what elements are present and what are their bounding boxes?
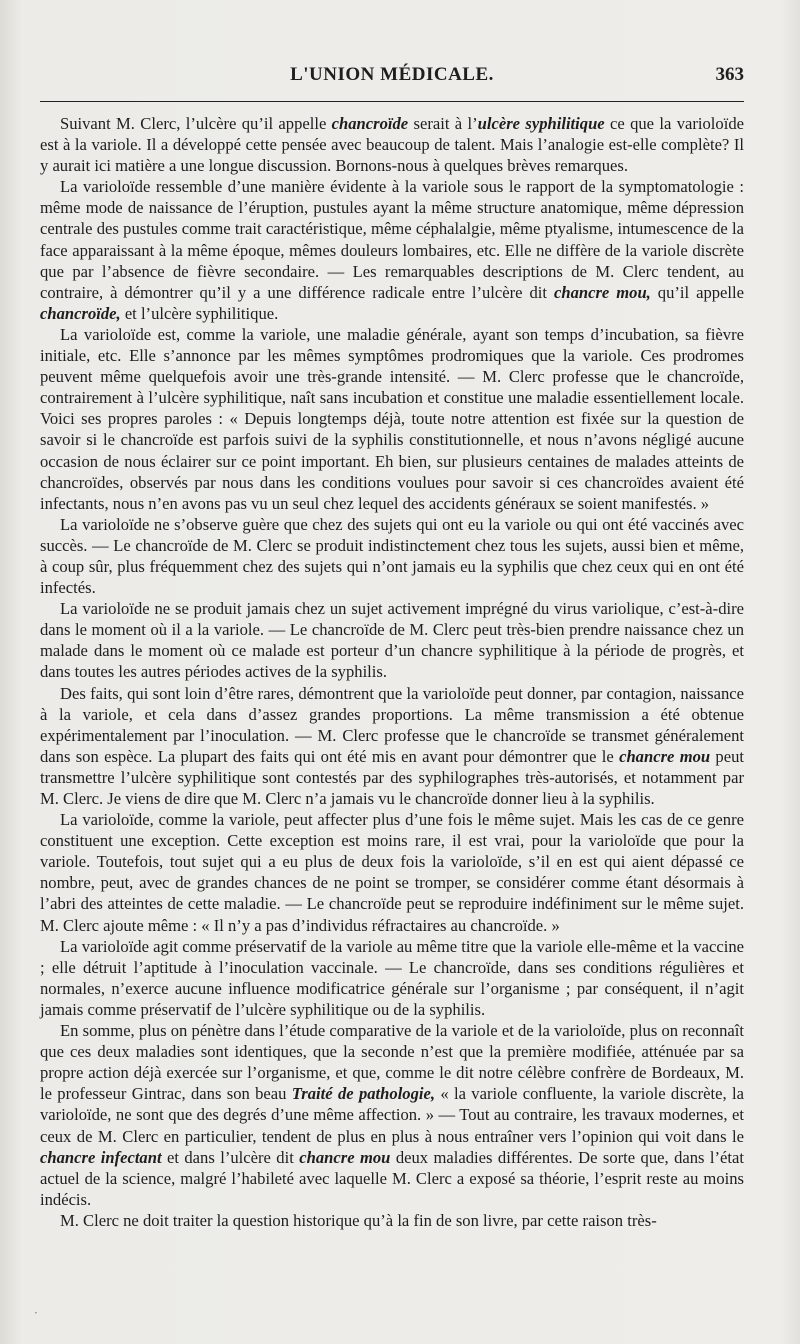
- paragraph: [40, 324, 744, 514]
- text-run: La varioloïde ressemble d’une manière évidente à la variole sous le rapport de la symptomatologie : même mode de naissance de l’éruption, pustules ayant la même structure anatomique, même dépression centrale des pustules comme trait caractéristique, même céphalalgie, même ptyalisme, intumescence de la face apparaissant à la même époque, mêmes douleurs lombaires, etc. Elle ne diffère de la variole discrète que par l’absence de fièvre secondaire. — Les remarquables descriptions de M. Clerc tendent, au contraire, à démontrer qu’il y a une différence radicale entre l’ulcère dit: [40, 177, 744, 302]
- paragraph: [40, 809, 744, 936]
- paragraph: [40, 113, 744, 176]
- text-run: peut transmettre l’ulcère syphilitique sont contestés par des syphilographes très-autorisés, et notamment par M. Clerc. Je viens de dire que M. Clerc n’a jamais vu le chancroïde donner lieu à la syphilis.: [40, 746, 744, 808]
- italic-run: chancre mou,: [553, 282, 651, 302]
- text-run: La varioloïde agit comme préservatif de la variole au même titre que la variole elle-même et la vaccine ; elle détruit l’aptitude à l’inoculation vaccinale. — Le chancroïde, dans ses conditions régulières et normales, n’exerce aucune influence modificatrice générale sur l’organisme ; par conséquent, il n’agit jamais comme préservatif de l’ulcère syphilitique ou de la syphilis.: [40, 936, 744, 1019]
- text-run: M. Clerc ne doit traiter la question historique qu’à la fin de son livre, par cette raison très-: [60, 1210, 657, 1230]
- body-text: [40, 113, 744, 1231]
- text-run: Suivant M. Clerc, l’ulcère qu’il appelle: [60, 114, 332, 133]
- italic-run: chancre mou: [299, 1147, 391, 1167]
- page-number: 363: [715, 64, 744, 85]
- italic-run: chancre infectant: [40, 1147, 162, 1167]
- paragraph: [40, 683, 744, 810]
- text-run: La varioloïde, comme la variole, peut affecter plus d’une fois le même sujet. Mais les cas de ce genre constituent une exception. Cette exception est moins rare, il est vrai, pour la varioloïde que pour la variole. Toutefois, tout sujet qui a eu plus de deux fois la varioloïde, s’il en est qui aient dépassé ce nombre, peut, avec de grandes chances de ne point se tromper, se considérer comme étant désormais à l’abri des atteintes de cette maladie. — Le chancroïde peut se reproduire indéfiniment sur le même sujet. M. Clerc ajoute même : « Il n’y a pas d’individus réfractaires au chancroïde. »: [40, 810, 744, 935]
- running-title: L'UNION MÉDICALE.: [290, 64, 494, 85]
- text-run: deux maladies différentes. De sorte que, dans l’état actuel de la science, malgré l’habileté avec laquelle M. Clerc a exposé sa théorie, l’esprit reste au moins indécis.: [40, 1147, 745, 1209]
- italic-run: chancroïde: [331, 114, 409, 133]
- text-run: et l’ulcère syphilitique.: [120, 303, 279, 323]
- paragraph: [40, 1020, 744, 1210]
- text-run: qu’il appelle: [650, 282, 745, 302]
- italic-run: chancre mou: [619, 746, 711, 766]
- text-run: La varioloïde est, comme la variole, une maladie générale, ayant son temps d’incubation, sa fièvre initiale, etc. Elle s’annonce par les mêmes symptômes prodromiques que la variole. Ces prodromes peuvent même quelquefois avoir une très-grande intensité. — M. Clerc professe que le chancroïde, contrairement à l’ulcère syphilitique, naît sans incubation et constitue une maladie essentiellement locale. Voici ses propres paroles : « Depuis longtemps déjà, toute notre attention est fixée sur la question de savoir si le chancroïde est parfois suivi de la syphilis constitutionnelle, et nous n’avons négligé aucune occasion de nous éclairer sur ce point important. Eh bien, sur plusieurs centaines de malades atteints de chancroïdes, observés par nous dans les conditions voulues pour savoir si ces chancroïdes avaient été infectants, nous n’en avons pas vu un seul chez lequel des accidents généraux se soient manifestés. »: [40, 324, 744, 513]
- text-run: Des faits, qui sont loin d’être rares, démontrent que la varioloïde peut donner, par contagion, naissance à la variole, et cela dans d’assez grandes proportions. La même transmission a été obtenue expérimentalement par l’inoculation. — M. Clerc professe que le chancroïde se transmet généralement dans son espèce. La plupart des faits qui ont été mis en avant pour démontrer que le: [40, 683, 744, 766]
- text-run: La varioloïde ne se produit jamais chez un sujet activement imprégné du virus variolique, c’est-à-dire dans le moment où il a la variole. — Le chancroïde de M. Clerc peut très-bien prendre naissance chez un malade dans le moment où ce malade est porteur d’un chancre syphilitique à la période de progrès, et dans toutes les autres périodes actives de la syphilis.: [40, 599, 744, 682]
- text-run: « la variole confluente, la variole discrète, la varioloïde, ne sont que des degrés d’une même affection. » — Tout au contraire, les travaux modernes, et ceux de M. Clerc en particulier, tendent de plus en plus à nous entraîner vers l’opinion qui voit dans le: [40, 1084, 744, 1146]
- header-rule: [40, 101, 744, 102]
- paragraph: [40, 936, 744, 1020]
- italic-run: chancroïde,: [40, 303, 121, 323]
- paragraph: [40, 514, 744, 598]
- text-run: et dans l’ulcère dit: [161, 1147, 300, 1167]
- italic-run: ulcère syphilitique: [477, 114, 605, 133]
- paragraph: [40, 598, 744, 682]
- text-run: serait à l’: [408, 114, 478, 133]
- paragraph: [40, 1210, 744, 1231]
- text-run: La varioloïde ne s’observe guère que chez des sujets qui ont eu la variole ou qui ont été vaccinés avec succès. — Le chancroïde de M. Clerc se produit indistinctement chez tous les sujets, aussi bien et même, à coup sûr, plus fréquemment chez des sujets qui n’ont jamais eu la syphilis que chez ceux qui en ont été infectés.: [40, 514, 744, 598]
- paragraph: [40, 176, 744, 324]
- text-run: En somme, plus on pénètre dans l’étude comparative de la variole et de la varioloïde, plus on reconnaît que ces deux maladies sont identiques, que la seconde n’est que la première modifiée, atténuée par sa propre action déjà exercée sur l’organisme, et que, comme le dit notre célèbre confrère de Bordeaux, M. le professeur Gintrac, dans son beau: [40, 1021, 744, 1104]
- margin-mark: ·: [34, 1306, 38, 1320]
- text-run: ce que la varioloïde est à la variole. Il a développé cette pensée avec beaucoup de talent. Mais l’analogie est-elle complète? Il y aurait ici matière a une longue discussion. Bornons-nous à quelques brèves remarques.: [40, 114, 744, 176]
- page-header: [40, 64, 744, 94]
- italic-run: Traité de pathologie,: [291, 1084, 436, 1104]
